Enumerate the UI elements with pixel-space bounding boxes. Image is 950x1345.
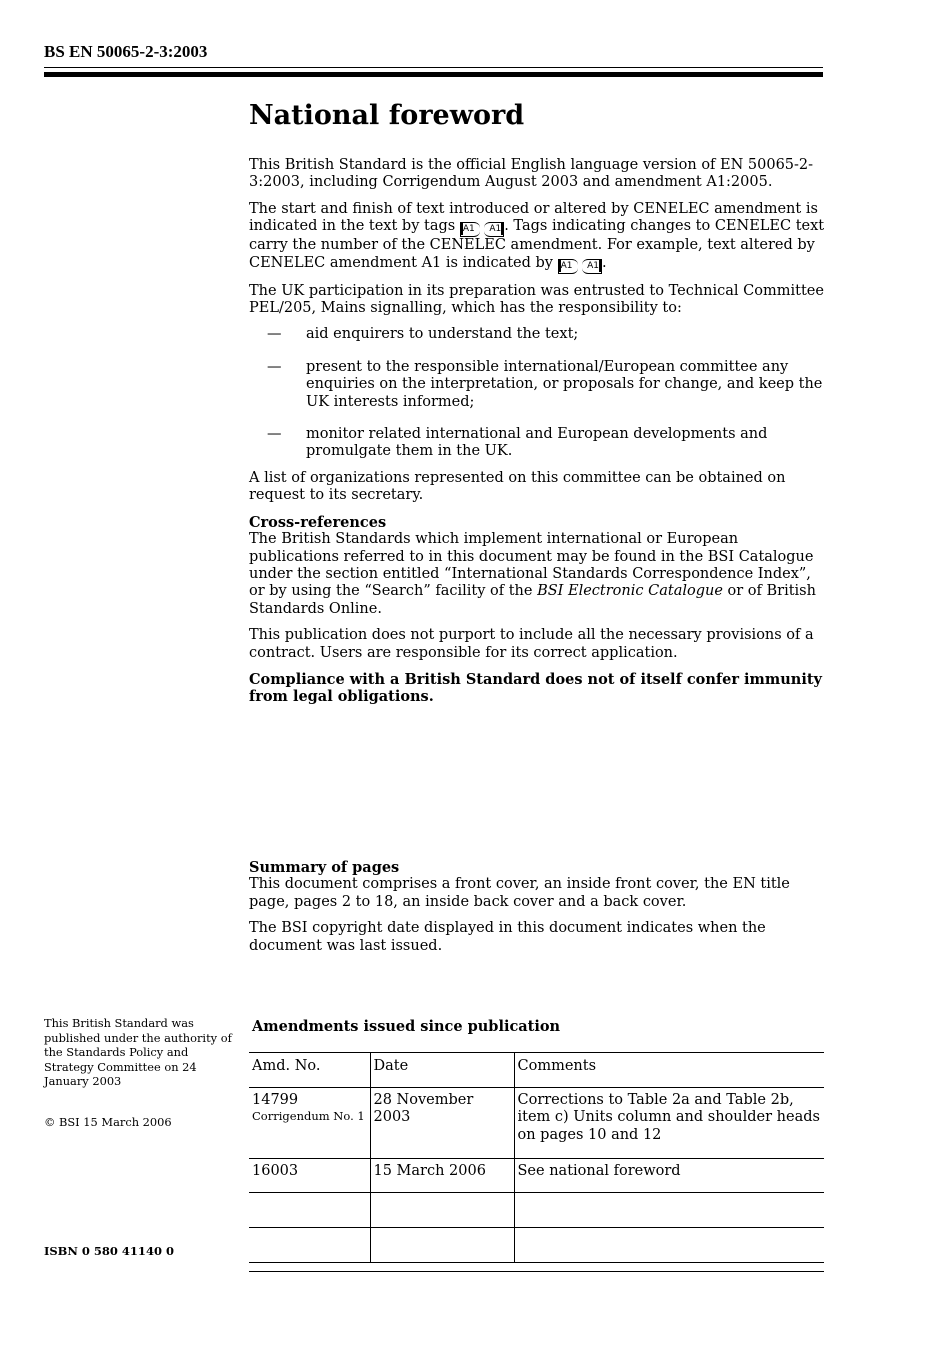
- header-thin-rule: [44, 67, 823, 68]
- summary-heading: Summary of pages: [249, 859, 400, 876]
- table-cell: [249, 1193, 370, 1228]
- committee-paragraph: The UK participation in its preparation was entrusted to Technical Committee PEL/205, Mains signalling, which has the responsibility to:: [249, 282, 824, 317]
- amendments-table: [249, 1052, 824, 1263]
- table-row: [249, 1088, 824, 1159]
- amendment-close-tag-icon: A1: [582, 259, 602, 274]
- amendments-heading: Amendments issued since publication: [252, 1018, 561, 1035]
- table-cell: [514, 1228, 824, 1263]
- amendment-tags-text-c: .: [602, 254, 607, 271]
- isbn: ISBN 0 580 41140 0: [44, 1244, 174, 1258]
- list-item: — present to the responsible international/European committee any enquiries on the interpretation, or proposals for change, and keep the UK interests informed;: [267, 358, 823, 410]
- column-header: Date: [370, 1053, 514, 1088]
- intro-paragraph: This British Standard is the official English language version of EN 50065-2-3:2003, including Corrigendum August 2003 and amendment A1:2005.: [249, 157, 814, 191]
- footer-rule: [249, 1271, 824, 1272]
- catalogue-name: BSI Electronic Catalogue: [537, 583, 723, 600]
- amendment-close-tag-icon: A1: [484, 222, 504, 237]
- amendment-open-tag-icon: A1: [558, 259, 578, 274]
- document-id: BS EN 50065-2-3:2003: [44, 42, 208, 61]
- table-cell: [370, 1193, 514, 1228]
- copyright-note: © BSI 15 March 2006: [44, 1115, 172, 1129]
- table-cell: Corrections to Table 2a and Table 2b, item c) Units column and shoulder heads on pages 10 and 12: [514, 1088, 824, 1159]
- copyright-date-paragraph: The BSI copyright date displayed in this document indicates when the document was last issued.: [249, 920, 766, 954]
- table-row: [249, 1228, 824, 1263]
- amendment-tags-paragraph: [249, 201, 825, 274]
- cross-references-paragraph: The British Standards which implement international or European publications referred to in this document may be found in the BSI Catalogue under the section entitled “International Standards Correspondence Index”, or by using the “Search” facility of the BSI Electronic Catalogue or of British Standards Online.: [249, 531, 816, 617]
- corrigendum-note: Corrigendum No. 1: [252, 1109, 365, 1124]
- list-item: — monitor related international and European developments and promulgate them in the UK.: [267, 426, 768, 460]
- provisions-paragraph: This publication does not purport to include all the necessary provisions of a contract. Users are responsible for its correct application.: [249, 627, 814, 661]
- table-row: [249, 1193, 824, 1228]
- foreword-body: [249, 157, 825, 715]
- table-cell: 28 November 2003: [370, 1088, 514, 1159]
- table-cell: [249, 1228, 370, 1263]
- amendment-tags-text-a: The start and finish of text introduced or altered by CENELEC amendment is indicated in the text by tags: [249, 200, 818, 235]
- table-row: [249, 1159, 824, 1193]
- summary-section: [249, 859, 825, 964]
- compliance-paragraph: Compliance with a British Standard does not of itself confer immunity from legal obligations.: [249, 670, 822, 706]
- table-header-row: [249, 1053, 824, 1088]
- amendment-tags-text-b: . Tags indicating changes to CENELEC text carry the number of the CENELEC amendment. For example, text altered by CENELEC amendment A1 is indicated by: [249, 218, 825, 271]
- table-cell: 16003: [252, 1163, 299, 1179]
- column-header: Comments: [514, 1053, 824, 1088]
- responsibility-list: [249, 326, 825, 460]
- summary-paragraph: This document comprises a front cover, an inside front cover, the EN title page, pages 2 to 18, an inside back cover and a back cover.: [249, 876, 790, 910]
- table-cell: See national foreword: [514, 1159, 824, 1193]
- header-thick-rule: [44, 72, 823, 77]
- organizations-paragraph: A list of organizations represented on this committee can be obtained on request to its secretary.: [249, 469, 786, 504]
- list-item: — aid enquirers to understand the text;: [267, 326, 579, 343]
- table-cell: 14799 Corrigendum No. 1: [252, 1092, 365, 1124]
- amendment-open-tag-icon: A1: [460, 222, 480, 237]
- table-cell: [370, 1228, 514, 1263]
- page-title: National foreword: [249, 100, 525, 131]
- table-cell: 15 March 2006: [370, 1159, 514, 1193]
- cross-references-heading: Cross-references: [249, 513, 387, 531]
- column-header: Amd. No.: [252, 1058, 321, 1074]
- table-cell: [514, 1193, 824, 1228]
- publication-note: This British Standard was published under the authority of the Standards Policy and Strategy Committee on 24 January 2003: [44, 1016, 232, 1089]
